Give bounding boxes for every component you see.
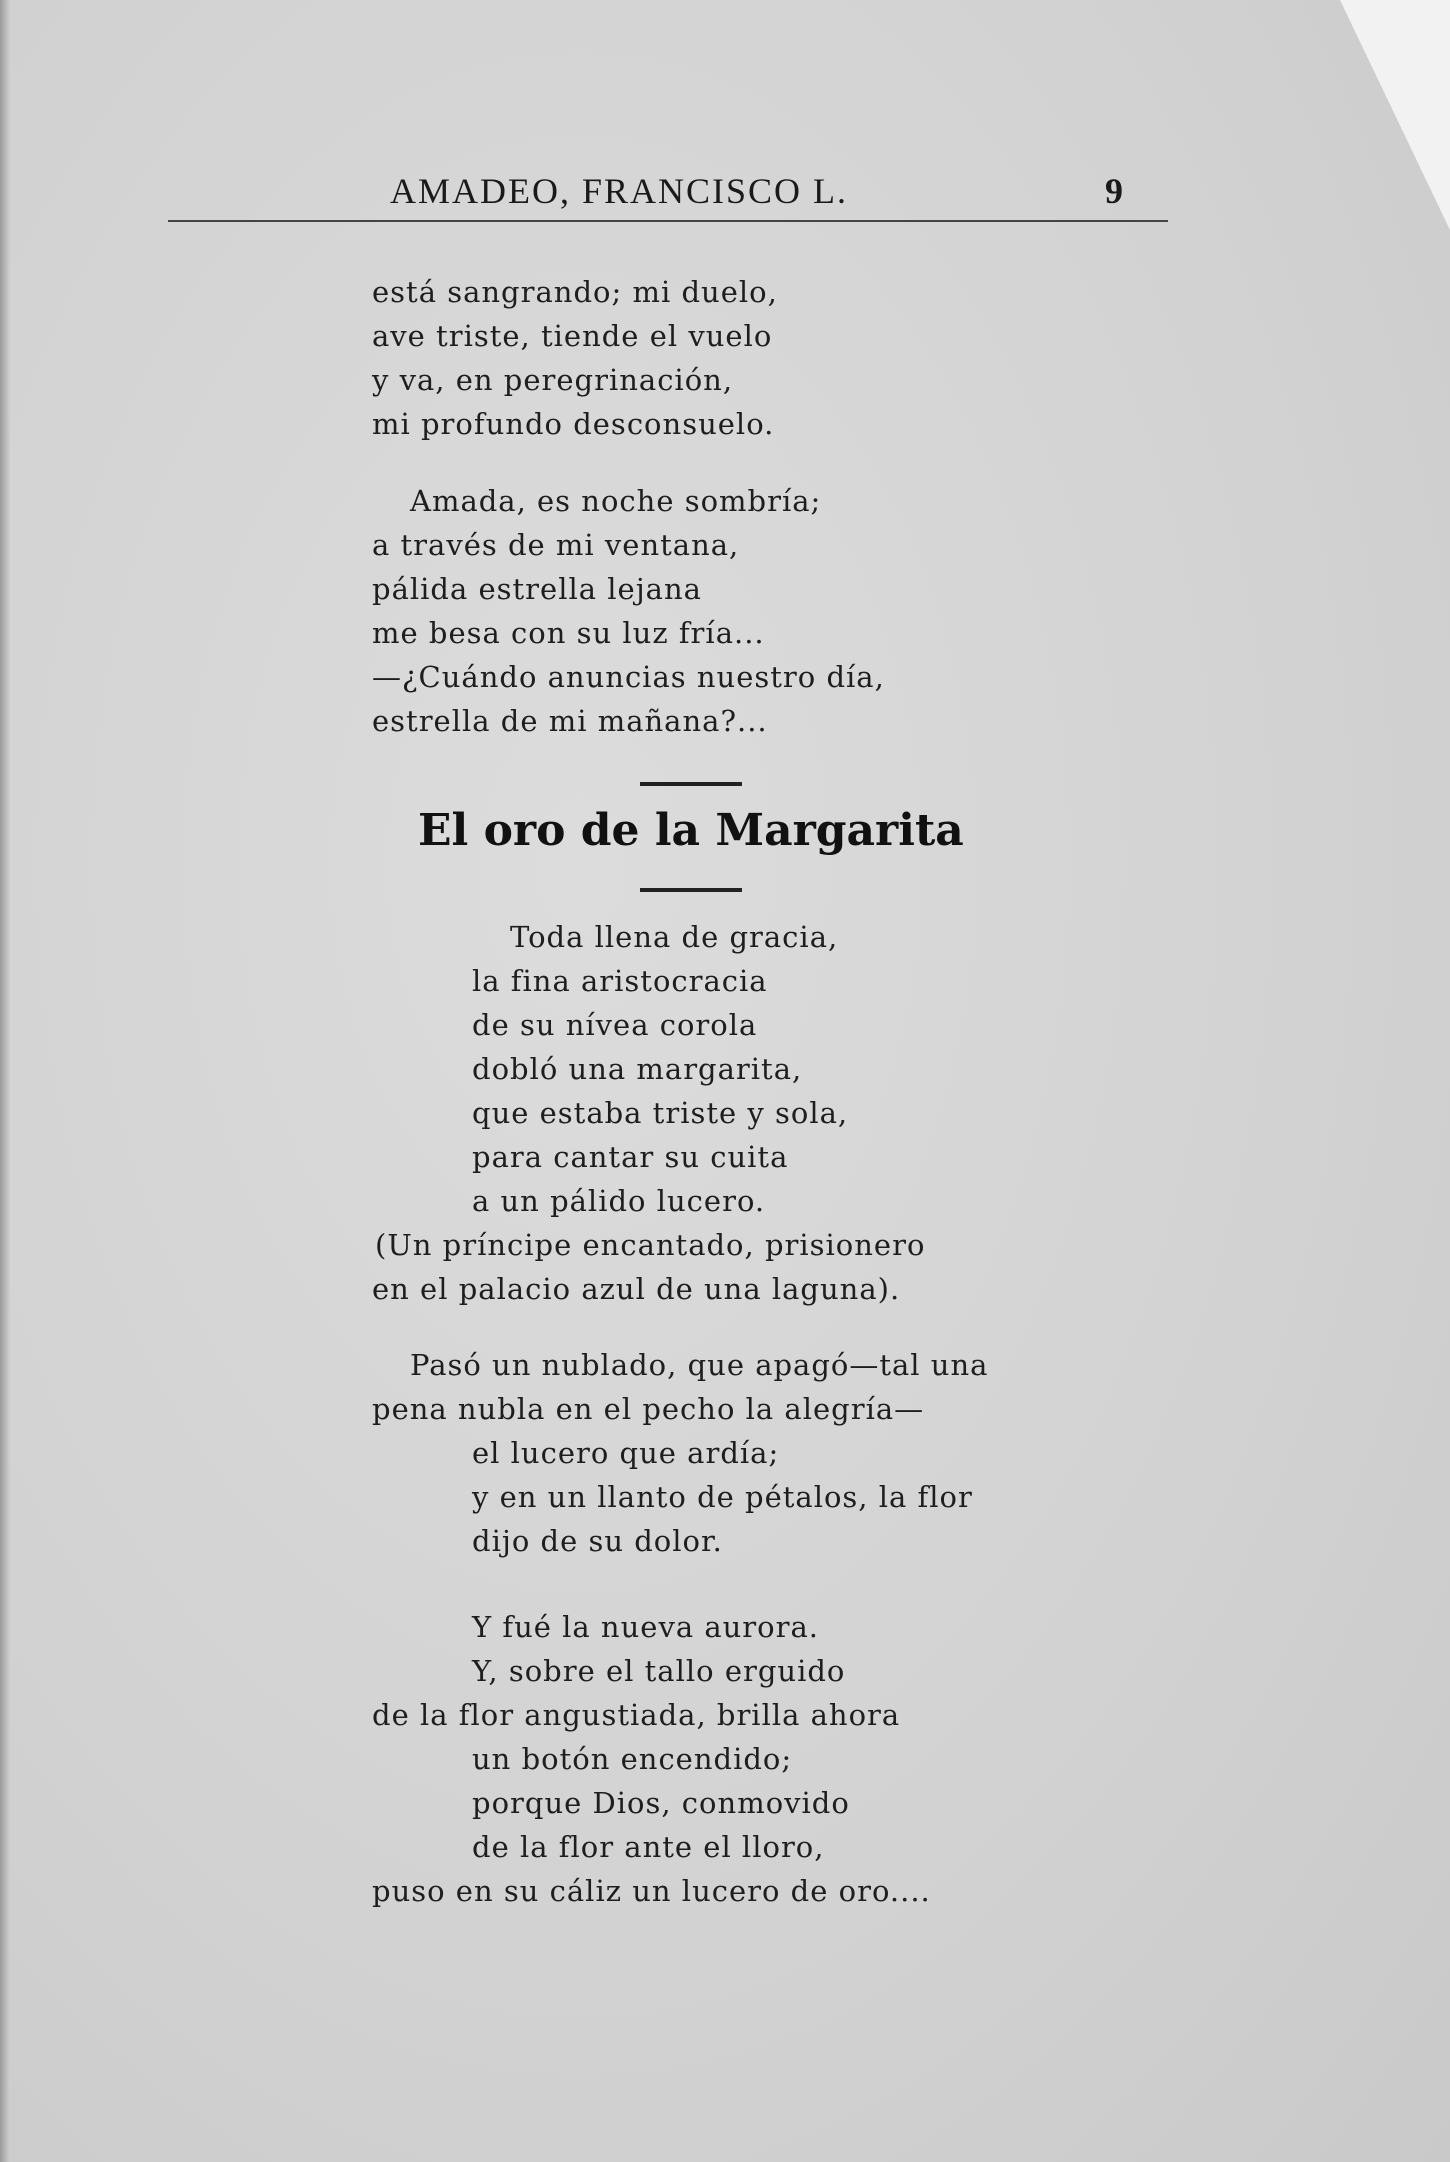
verse-line: de la flor angustiada, brilla ahora <box>372 1698 901 1732</box>
page-edge-shadow <box>0 0 10 2162</box>
verse-line: está sangrando; mi duelo, <box>372 275 778 309</box>
verse-line: mi profundo desconsuelo. <box>372 407 775 441</box>
verse-line: a través de mi ventana, <box>372 528 740 562</box>
verse-line: para cantar su cuita <box>472 1140 789 1174</box>
verse-line: Y fué la nueva aurora. <box>472 1610 820 1644</box>
verse-line: en el palacio azul de una laguna). <box>372 1272 901 1306</box>
verse-line: el lucero que ardía; <box>472 1436 780 1470</box>
verse-line: dijo de su dolor. <box>472 1524 723 1558</box>
verse-line: Y, sobre el tallo erguido <box>472 1654 846 1688</box>
verse-line: puso en su cáliz un lucero de oro.... <box>372 1874 931 1908</box>
verse-line: Toda llena de gracia, <box>510 920 839 954</box>
verse-line: —¿Cuándo anuncias nuestro día, <box>372 660 885 694</box>
verse-line: pena nubla en el pecho la alegría— <box>372 1392 925 1426</box>
torn-corner <box>1340 0 1450 230</box>
verse-line: dobló una margarita, <box>472 1052 803 1086</box>
verse-line: de su nívea corola <box>472 1008 758 1042</box>
verse-line: y en un llanto de pétalos, la flor <box>472 1480 973 1514</box>
verse-line: ave triste, tiende el vuelo <box>372 319 773 353</box>
verse-line: que estaba triste y sola, <box>472 1096 849 1130</box>
poem-title: El oro de la Margarita <box>418 805 964 856</box>
page-header <box>168 160 1168 222</box>
running-head: AMADEO, FRANCISCO L. <box>390 171 849 211</box>
verse-line: de la flor ante el lloro, <box>472 1830 825 1864</box>
verse-line: a un pálido lucero. <box>472 1184 766 1218</box>
page-number: 9 <box>1105 171 1123 211</box>
verse-line: pálida estrella lejana <box>372 572 702 606</box>
verse-line: (Un príncipe encantado, prisionero <box>375 1228 926 1262</box>
verse-line: me besa con su luz fría... <box>372 616 765 650</box>
verse-line: y va, en peregrinación, <box>372 363 734 397</box>
verse-line: porque Dios, conmovido <box>472 1786 850 1820</box>
verse-line: Amada, es noche sombría; <box>410 484 822 518</box>
title-rule-bottom <box>640 888 742 892</box>
title-rule-top <box>640 782 742 786</box>
verse-line: estrella de mi mañana?... <box>372 704 768 738</box>
verse-line: la fina aristocracia <box>472 964 768 998</box>
verse-line: un botón encendido; <box>472 1742 793 1776</box>
verse-line: Pasó un nublado, que apagó—tal una <box>410 1348 989 1382</box>
